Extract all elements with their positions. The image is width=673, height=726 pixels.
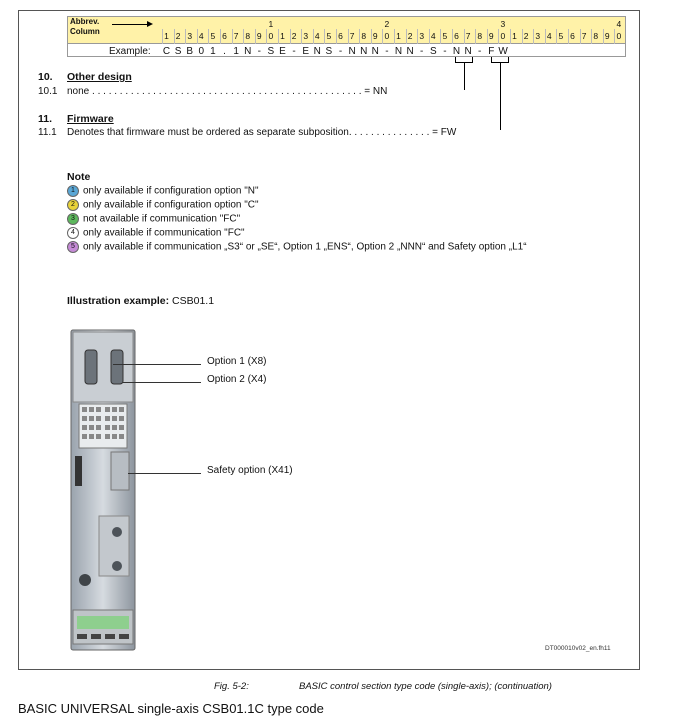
column-digit: 6 (222, 31, 227, 41)
note-title: Note (67, 171, 91, 183)
abbrev-label: Abbrev. (70, 17, 100, 26)
device-top-panel (73, 332, 133, 402)
note-text: only available if configuration option "N" (83, 185, 259, 197)
connector-round-1 (112, 527, 122, 537)
column-digit: 4 (314, 31, 320, 41)
note-item (67, 227, 245, 239)
column-digit: 6 (338, 31, 343, 41)
column-digit: 7 (233, 31, 239, 41)
column-digit: 0 (500, 31, 506, 41)
example-char: - (338, 46, 343, 57)
column-digit: 1 (280, 31, 285, 41)
example-char: 0 (198, 46, 205, 57)
section-11-title: Firmware (67, 113, 114, 125)
note-number-icon: 4 (67, 227, 79, 239)
column-digit: 7 (349, 31, 355, 41)
column-digit: 5 (558, 31, 564, 41)
column-tens-digit: 4 (616, 19, 622, 29)
connector-round-2 (112, 561, 122, 571)
callout-safety-option: Safety option (X41) (207, 465, 293, 476)
callout-line-x4 (123, 382, 201, 383)
example-char: N (348, 46, 356, 57)
figure-number: Fig. 5-2: (214, 681, 249, 692)
example-char: - (257, 46, 261, 57)
example-char: S (325, 46, 333, 57)
column-digit: 9 (488, 31, 494, 41)
note-item (67, 199, 259, 211)
side-connector (75, 456, 82, 486)
example-char: S (174, 46, 182, 57)
example-char: N (360, 46, 368, 57)
column-digit: 3 (187, 31, 193, 41)
example-char: N (406, 46, 414, 57)
example-char: - (385, 46, 389, 57)
column-digit: 5 (210, 31, 216, 41)
example-char: - (420, 46, 424, 57)
example-char: N (244, 46, 252, 57)
section-11-1-text: Denotes that firmware must be ordered as separate subposition. . . . . . . . . . . . . . . = FW (67, 127, 457, 138)
example-char: E (302, 46, 310, 57)
connector-x4 (111, 350, 123, 384)
example-char: - (443, 46, 447, 57)
column-digit: 4 (430, 31, 436, 41)
column-digit: 0 (616, 31, 622, 41)
column-digit: 4 (198, 31, 204, 41)
section-10-title: Other design (67, 71, 132, 83)
column-digit: 4 (546, 31, 552, 41)
illustration-title-bold: Illustration example: (67, 295, 170, 307)
column-digit: 3 (419, 31, 425, 41)
column-digit: 6 (454, 31, 459, 41)
fw-leader (500, 62, 501, 130)
section-10-number: 10. (38, 71, 53, 83)
column-digit: 1 (396, 31, 401, 41)
note-text: only available if communication "FC" (83, 227, 245, 239)
note-number-icon: 5 (67, 241, 79, 253)
section-11-number: 11. (38, 113, 53, 125)
column-digit: 8 (477, 31, 483, 41)
nn-leader (464, 62, 465, 90)
example-char: N (313, 46, 321, 57)
note-item (67, 241, 527, 253)
example-char: B (186, 46, 194, 57)
abbrev-column-label (70, 17, 100, 37)
example-char: N (394, 46, 403, 57)
example-char: S (267, 46, 275, 57)
example-char: F (488, 46, 495, 57)
section-10-1-number: 10.1 (38, 86, 58, 97)
page-heading: BASIC UNIVERSAL single-axis CSB01.1C type code (18, 701, 324, 716)
column-digit: 9 (604, 31, 610, 41)
column-tens-digit: 2 (384, 19, 390, 29)
callout-option-1: Option 1 (X8) (207, 356, 267, 367)
column-label: Column (70, 27, 100, 36)
connector-round-3 (79, 574, 91, 586)
note-text: only available if communication „S3“ or „SE“, Option 1 „ENS“, Option 2 „NNN“ and Safety option „L1“ (83, 241, 527, 253)
column-digit: 7 (465, 31, 471, 41)
column-tens-digit: 1 (268, 19, 274, 29)
column-digit: 1 (164, 31, 169, 41)
callout-line-x41 (128, 473, 201, 474)
section-10-1-text: none . . . . . . . . . . . . . . . . . . . . . . . . . . . . . . . . . . . . . . . . . . . . . . . . . = NN (67, 86, 388, 97)
example-char: - (292, 46, 296, 57)
column-tens-digit: 3 (500, 19, 506, 29)
callout-option-2: Option 2 (X4) (207, 374, 267, 385)
example-row (67, 44, 626, 57)
note-text: not available if communication "FC" (83, 213, 241, 225)
column-digit: 3 (535, 31, 541, 41)
arrow-icon (112, 24, 150, 25)
note-number-icon: 3 (67, 213, 79, 225)
example-char: N (464, 46, 472, 57)
note-item (67, 213, 240, 225)
example-char: N (452, 46, 461, 57)
column-digit: 8 (361, 31, 367, 41)
example-label: Example: (109, 46, 151, 57)
section-11-1-number: 11.1 (38, 127, 57, 138)
example-char: 1 (210, 46, 216, 57)
csb01-device-illustration (69, 328, 139, 653)
illustration-title (67, 295, 214, 307)
example-char: . (223, 46, 226, 57)
example-char: E (279, 46, 286, 57)
display-screen (77, 616, 129, 629)
example-char: - (478, 46, 482, 57)
example-char: C (162, 46, 171, 57)
column-digit: 6 (570, 31, 575, 41)
note-text: only available if configuration option "C" (83, 199, 259, 211)
column-digit: 0 (268, 31, 274, 41)
column-digit: 8 (245, 31, 251, 41)
note-number-icon: 2 (67, 199, 79, 211)
column-digit: 5 (326, 31, 332, 41)
column-digit: 9 (372, 31, 378, 41)
connector-x8 (85, 350, 97, 384)
column-digit: 0 (384, 31, 390, 41)
column-digit: 1 (512, 31, 517, 41)
column-digit: 3 (303, 31, 309, 41)
safety-option-slot (111, 452, 129, 490)
note-item (67, 185, 259, 197)
example-char: S (429, 46, 437, 57)
figure-caption: BASIC control section type code (single-axis); (continuation) (299, 681, 552, 692)
column-digit: 2 (175, 31, 181, 41)
column-digit: 2 (407, 31, 413, 41)
column-digit: 9 (256, 31, 262, 41)
column-digit: 2 (523, 31, 529, 41)
example-char: N (371, 46, 379, 57)
callout-line-x8 (113, 364, 201, 365)
file-reference: DT000010v02_en.fh11 (545, 645, 611, 652)
illustration-title-value: CSB01.1 (172, 295, 215, 307)
column-digit: 8 (593, 31, 599, 41)
note-number-icon: 1 (67, 185, 79, 197)
column-digit: 7 (581, 31, 587, 41)
column-digit: 2 (291, 31, 297, 41)
example-char: 1 (233, 46, 239, 57)
example-char: W (498, 46, 508, 57)
column-digit: 5 (442, 31, 448, 41)
